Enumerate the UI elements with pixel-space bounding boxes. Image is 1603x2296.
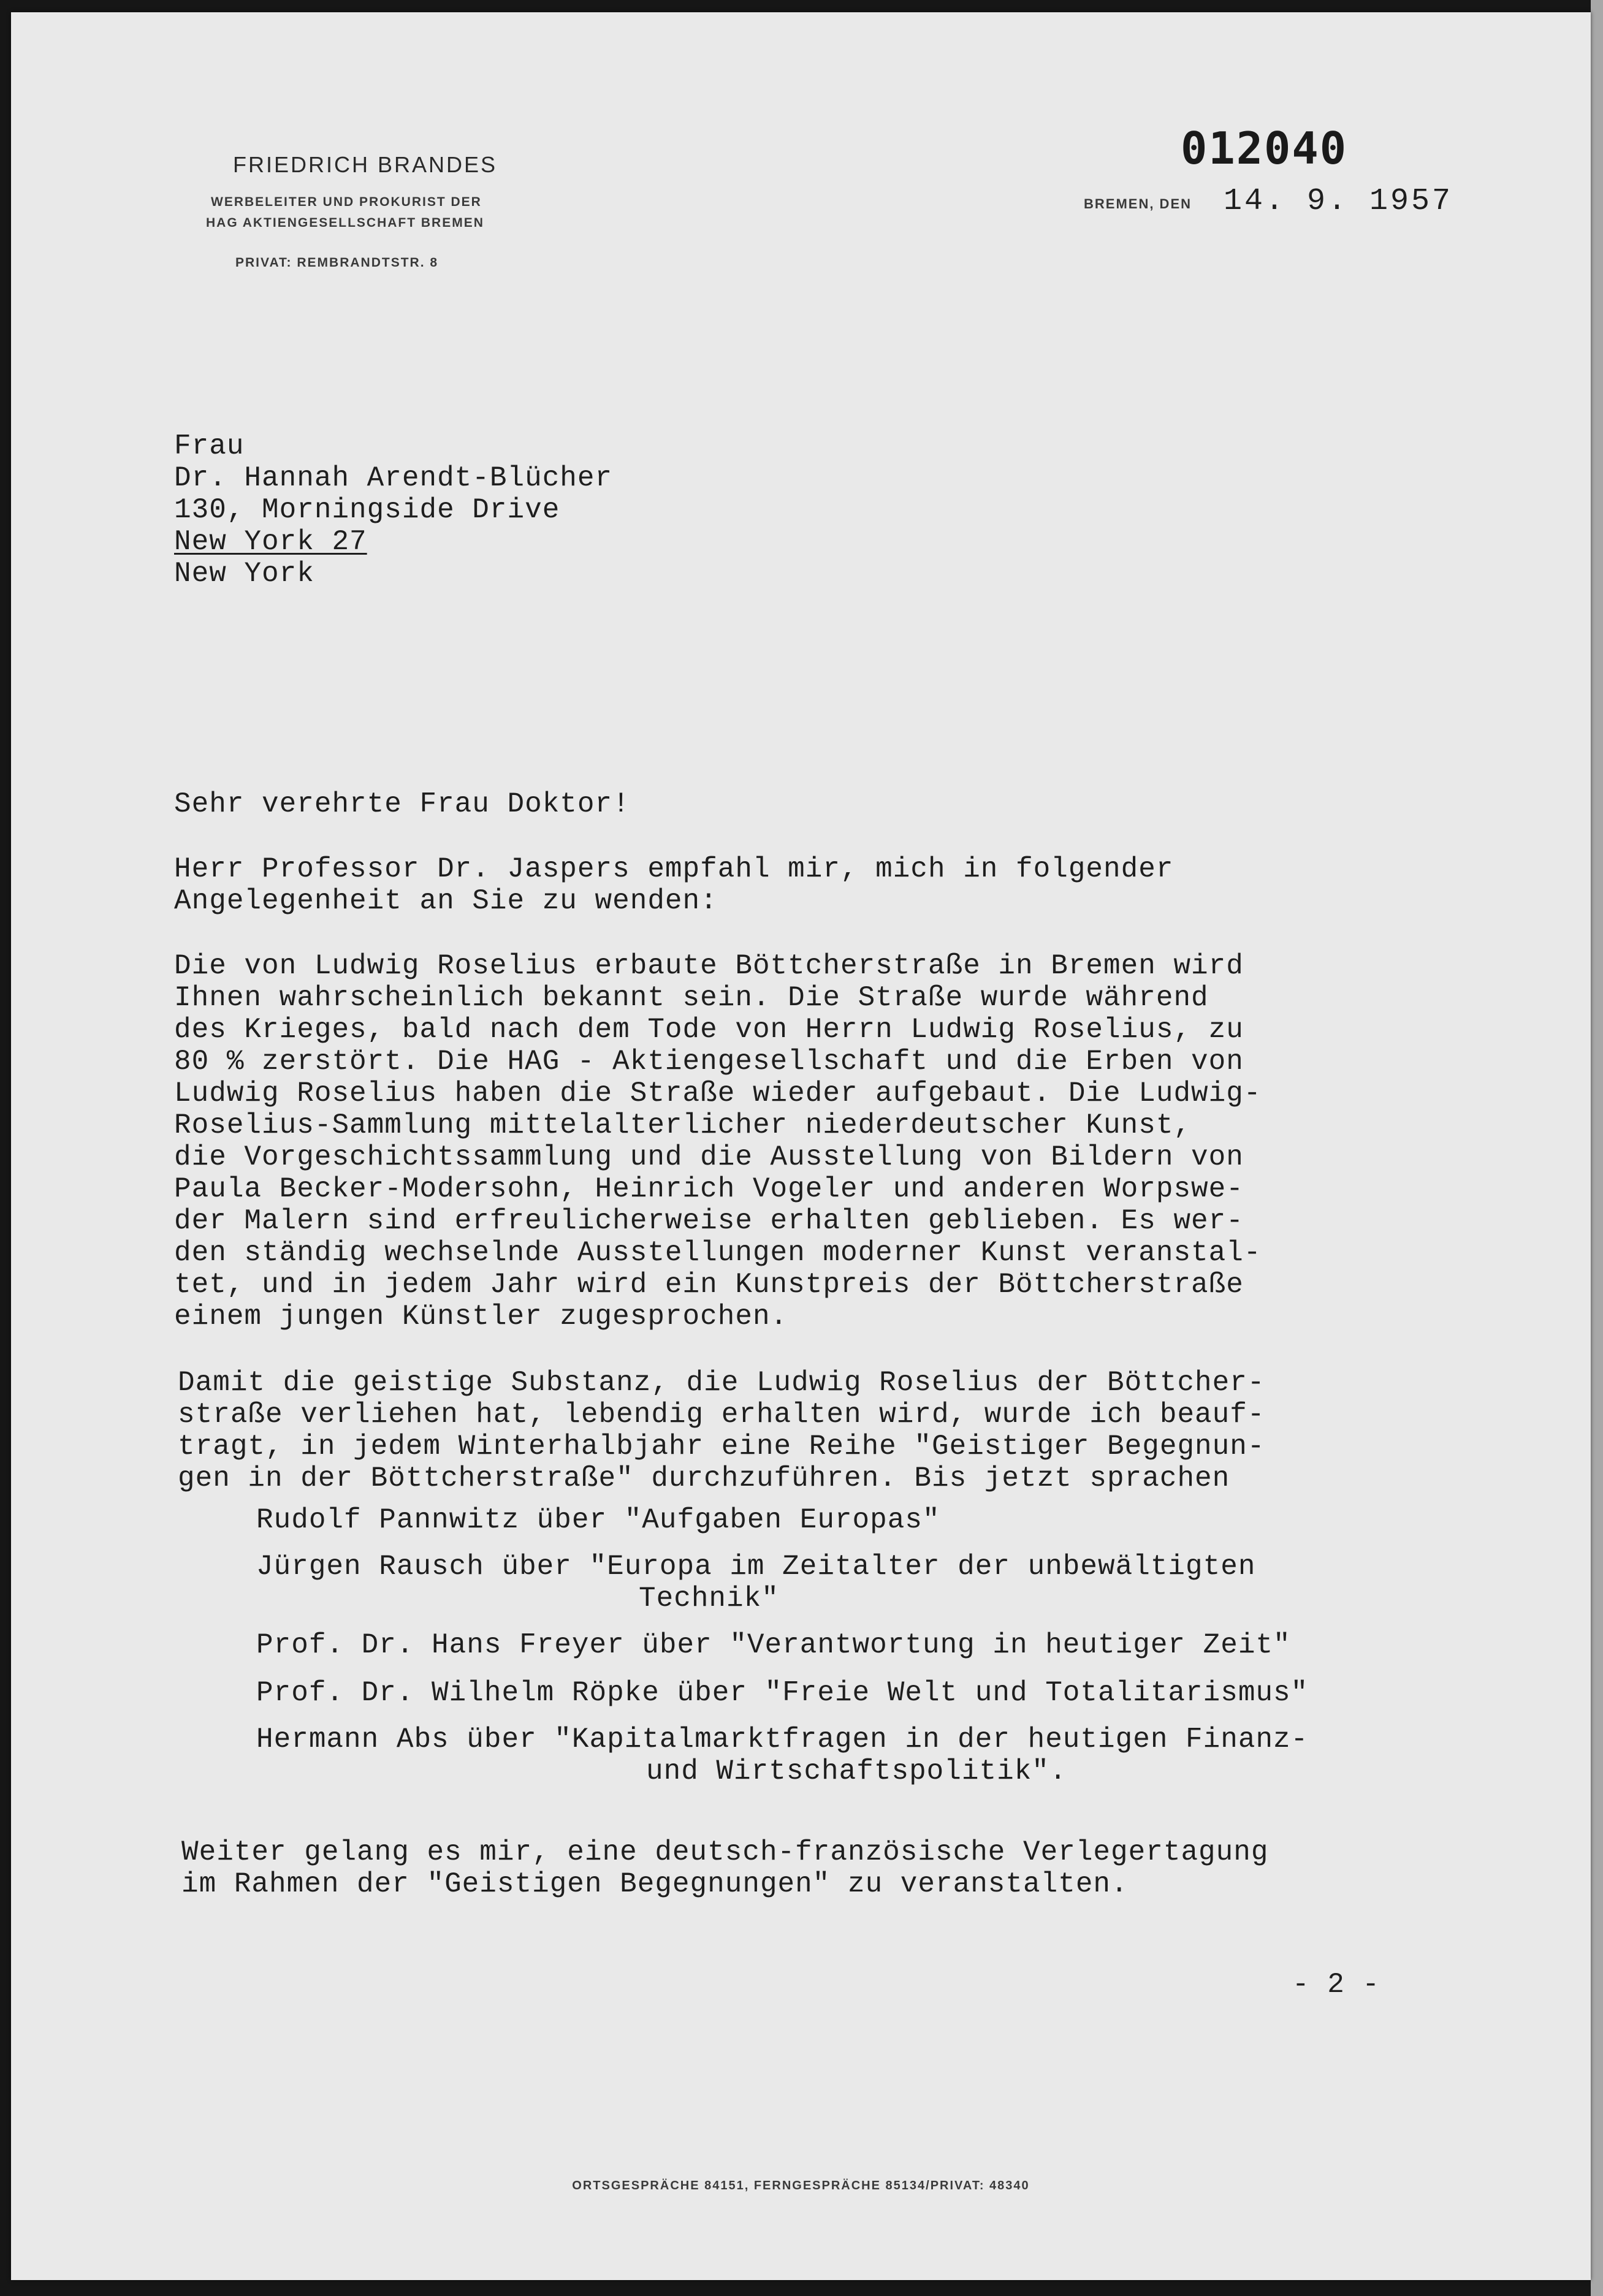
speaker-entry-continued: und Wirtschaftspolitik". [646, 1755, 1067, 1787]
text-line: Ludwig Roselius haben die Straße wieder aufgebaut. Die Ludwig- [174, 1078, 1262, 1109]
text-line: tragt, in jedem Winterhalbjahr eine Reihe "Geistiger Begegnun- [178, 1431, 1265, 1462]
text-line: gen in der Böttcherstraße" durchzuführen. Bis jetzt sprachen [178, 1462, 1230, 1494]
salutation: Sehr verehrte Frau Doktor! [174, 788, 630, 820]
text-line: Die von Ludwig Roselius erbaute Böttcherstraße in Bremen wird [174, 950, 1244, 982]
recipient-line: Frau [174, 430, 245, 462]
text-line: einem jungen Künstler zugesprochen. [174, 1301, 788, 1332]
document-number: 012040 [1181, 123, 1348, 174]
text-line: straße verliehen hat, lebendig erhalten wird, wurde ich beauf- [178, 1399, 1265, 1431]
letterhead-role-line2: HAG AKTIENGESELLSCHAFT BREMEN [206, 216, 484, 230]
letterhead-name: FRIEDRICH BRANDES [233, 152, 498, 177]
text-line: den ständig wechselnde Ausstellungen moderner Kunst veranstal- [174, 1237, 1262, 1269]
text-line: Herr Professor Dr. Jaspers empfahl mir, mich in folgender [174, 853, 1174, 885]
speaker-entry: Prof. Dr. Hans Freyer über "Verantwortung in heutiger Zeit" [256, 1629, 1291, 1661]
speaker-entry-continued: Technik" [639, 1583, 779, 1614]
text-line: Damit die geistige Substanz, die Ludwig Roselius der Böttcher- [178, 1367, 1265, 1399]
recipient-line: New York [174, 558, 314, 590]
text-line: Weiter gelang es mir, eine deutsch-französische Verlegertagung [181, 1836, 1269, 1868]
footer-phone-numbers: ORTSGESPRÄCHE 84151, FERNGESPRÄCHE 85134/PRIVAT: 48340 [572, 2179, 1030, 2192]
date-value: 14. 9. 1957 [1224, 184, 1453, 219]
recipient-line: New York 27 [174, 526, 367, 558]
text-line: tet, und in jedem Jahr wird ein Kunstpreis der Böttcherstraße [174, 1269, 1244, 1301]
text-line: die Vorgeschichtssammlung und die Ausstellung von Bildern von [174, 1141, 1244, 1173]
text-line: Roselius-Sammlung mittelalterlicher niederdeutscher Kunst, [174, 1109, 1192, 1141]
recipient-line: 130, Morningside Drive [174, 494, 560, 526]
text-line: im Rahmen der "Geistigen Begegnungen" zu veranstalten. [181, 1868, 1129, 1900]
text-line: 80 % zerstört. Die HAG - Aktiengesellschaft und die Erben von [174, 1046, 1244, 1078]
text-line: Angelegenheit an Sie zu wenden: [174, 885, 718, 917]
recipient-line: Dr. Hannah Arendt-Blücher [174, 462, 613, 494]
text-line: Paula Becker-Modersohn, Heinrich Vogeler und anderen Worpswe- [174, 1173, 1244, 1205]
text-line: der Malern sind erfreulicherweise erhalten geblieben. Es wer- [174, 1205, 1244, 1237]
speaker-entry: Prof. Dr. Wilhelm Röpke über "Freie Welt und Totalitarismus" [256, 1677, 1309, 1709]
text-line: des Krieges, bald nach dem Tode von Herrn Ludwig Roselius, zu [174, 1014, 1244, 1046]
speaker-entry: Rudolf Pannwitz über "Aufgaben Europas" [256, 1504, 940, 1536]
date-label: BREMEN, DEN [1084, 196, 1192, 211]
letterhead-role-line1: WERBELEITER UND PROKURIST DER [211, 195, 482, 209]
speaker-entry: Jürgen Rausch über "Europa im Zeitalter der unbewältigten [256, 1551, 1256, 1583]
page-marker: - 2 - [1292, 1969, 1380, 2001]
letterhead-private-address: PRIVAT: REMBRANDTSTR. 8 [235, 256, 439, 270]
speaker-entry: Hermann Abs über "Kapitalmarktfragen in der heutigen Finanz- [256, 1724, 1309, 1755]
text-line: Ihnen wahrscheinlich bekannt sein. Die Straße wurde während [174, 982, 1209, 1014]
letter-page [11, 12, 1591, 2280]
paper-edge [1591, 0, 1603, 2296]
